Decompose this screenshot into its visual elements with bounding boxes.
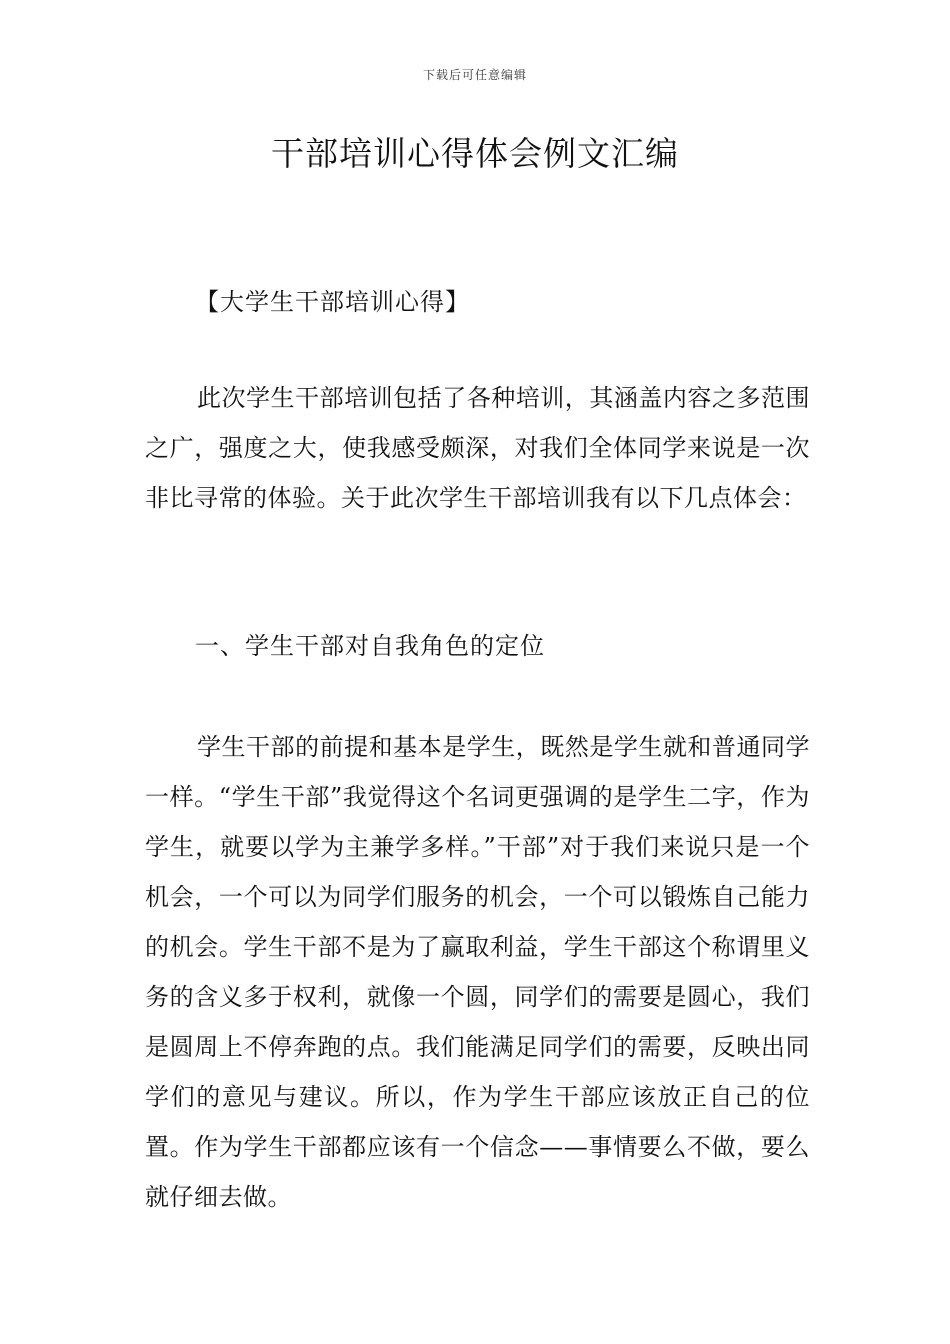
section-heading: 【大学生干部培训心得】 [195, 288, 470, 316]
document-title: 干部培训心得体会例文汇编 [271, 134, 679, 173]
point-one-paragraph: 学生干部的前提和基本是学生，既然是学生就和普通同学一样。“学生干部”我觉得这个名词更强调的是学生二字，作为学生，就要以学为主兼学多样。”干部”对于我们来说只是一个机会，一个可以为同学们服务的机会，一个可以锻炼自己能力的机会。学生干部不是为了赢取利益，学生干部这个称谓里义务的含义多于权利，就像一个圆，同学们的需要是圆心，我们是圆周上不停奔跑的点。我们能满足同学们的需要，反映出同学们的意见与建议。所以，作为学生干部应该放正自己的位置。作为学生干部都应该有一个信念——事情要么不做，要么就仔细去做。 [145, 733, 810, 1211]
intro-paragraph: 此次学生干部培训包括了各种培训，其涵盖内容之多范围之广，强度之大，使我感受颇深，对我们全体同学来说是一次非比寻常的体验。关于此次学生干部培训我有以下几点体会： [145, 384, 810, 512]
header-note: 下载后可任意编辑 [422, 68, 527, 82]
point-one-heading: 一、学生干部对自我角色的定位 [195, 632, 545, 660]
